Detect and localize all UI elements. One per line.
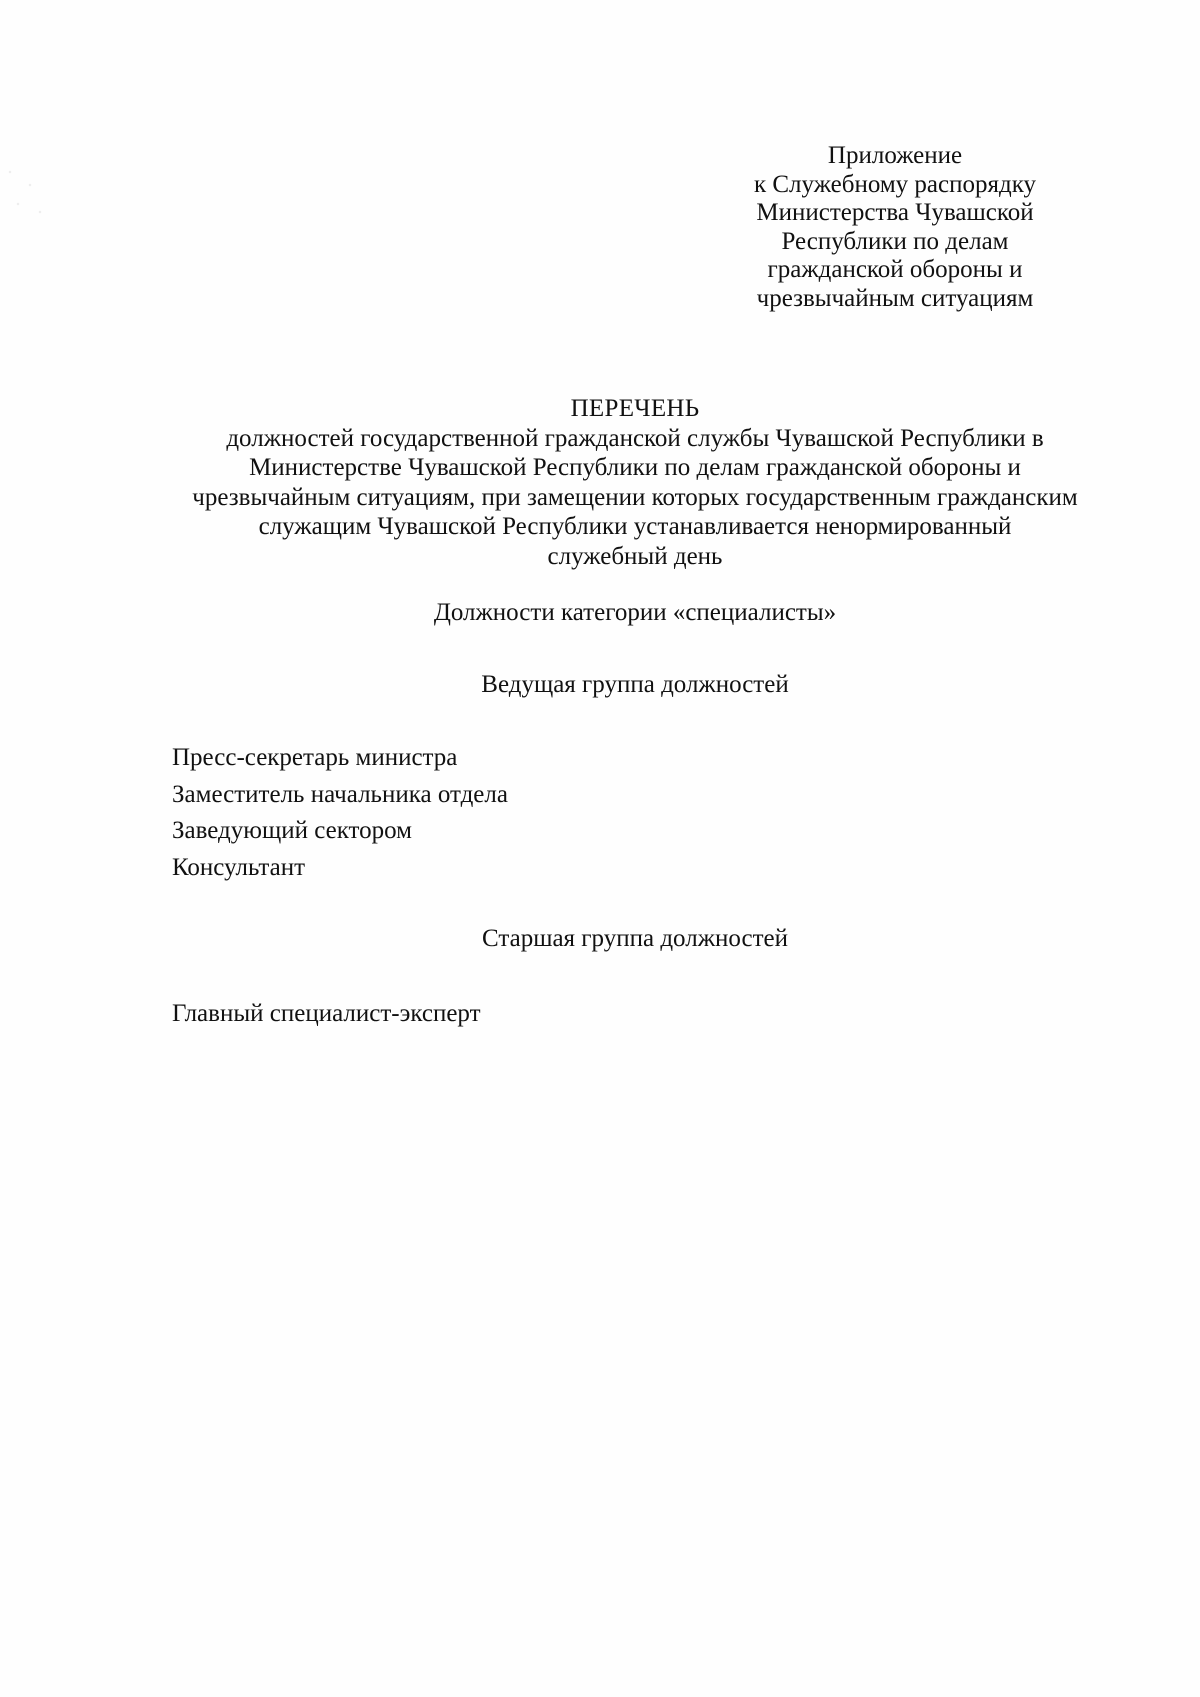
appendix-line: к Служебному распорядку	[753, 170, 1037, 198]
title-line: служебный день	[547, 542, 723, 570]
title-line: должностей государственной гражданской службы Чувашской Республики в	[226, 424, 1044, 452]
title-line: служащим Чувашской Республики устанавливается ненормированный	[258, 513, 1012, 541]
group-heading-senior: Старшая группа должностей	[482, 925, 788, 952]
positions-list-senior	[172, 996, 772, 1033]
appendix-line: чрезвычайным ситуациям	[756, 284, 1034, 312]
position-item: Консультант	[172, 854, 306, 882]
scan-noise	[0, 160, 50, 220]
appendix-block	[720, 142, 1070, 314]
document-title-block	[150, 394, 1120, 572]
category-heading: Должности категории «специалисты»	[433, 599, 837, 626]
appendix-line: гражданской обороны и	[767, 256, 1023, 284]
position-item: Пресс-секретарь министра	[172, 744, 458, 771]
position-item: Заместитель начальника отдела	[172, 780, 508, 808]
position-item: Заведующий сектором	[172, 817, 412, 845]
appendix-line: Республики по делам	[781, 227, 1009, 255]
appendix-line: Министерства Чувашской	[756, 199, 1034, 227]
document-heading: ПЕРЕЧЕНЬ	[570, 395, 700, 422]
group-heading-lead: Ведущая группа должностей	[481, 671, 789, 698]
title-line: Министерстве Чувашской Республики по делам гражданской обороны и	[249, 454, 1021, 482]
positions-list-lead	[172, 740, 772, 887]
position-item: Главный специалист-эксперт	[172, 1000, 481, 1027]
title-line: чрезвычайным ситуациям, при замещении которых государственным гражданским	[192, 483, 1078, 511]
appendix-line: Приложение	[827, 142, 963, 169]
